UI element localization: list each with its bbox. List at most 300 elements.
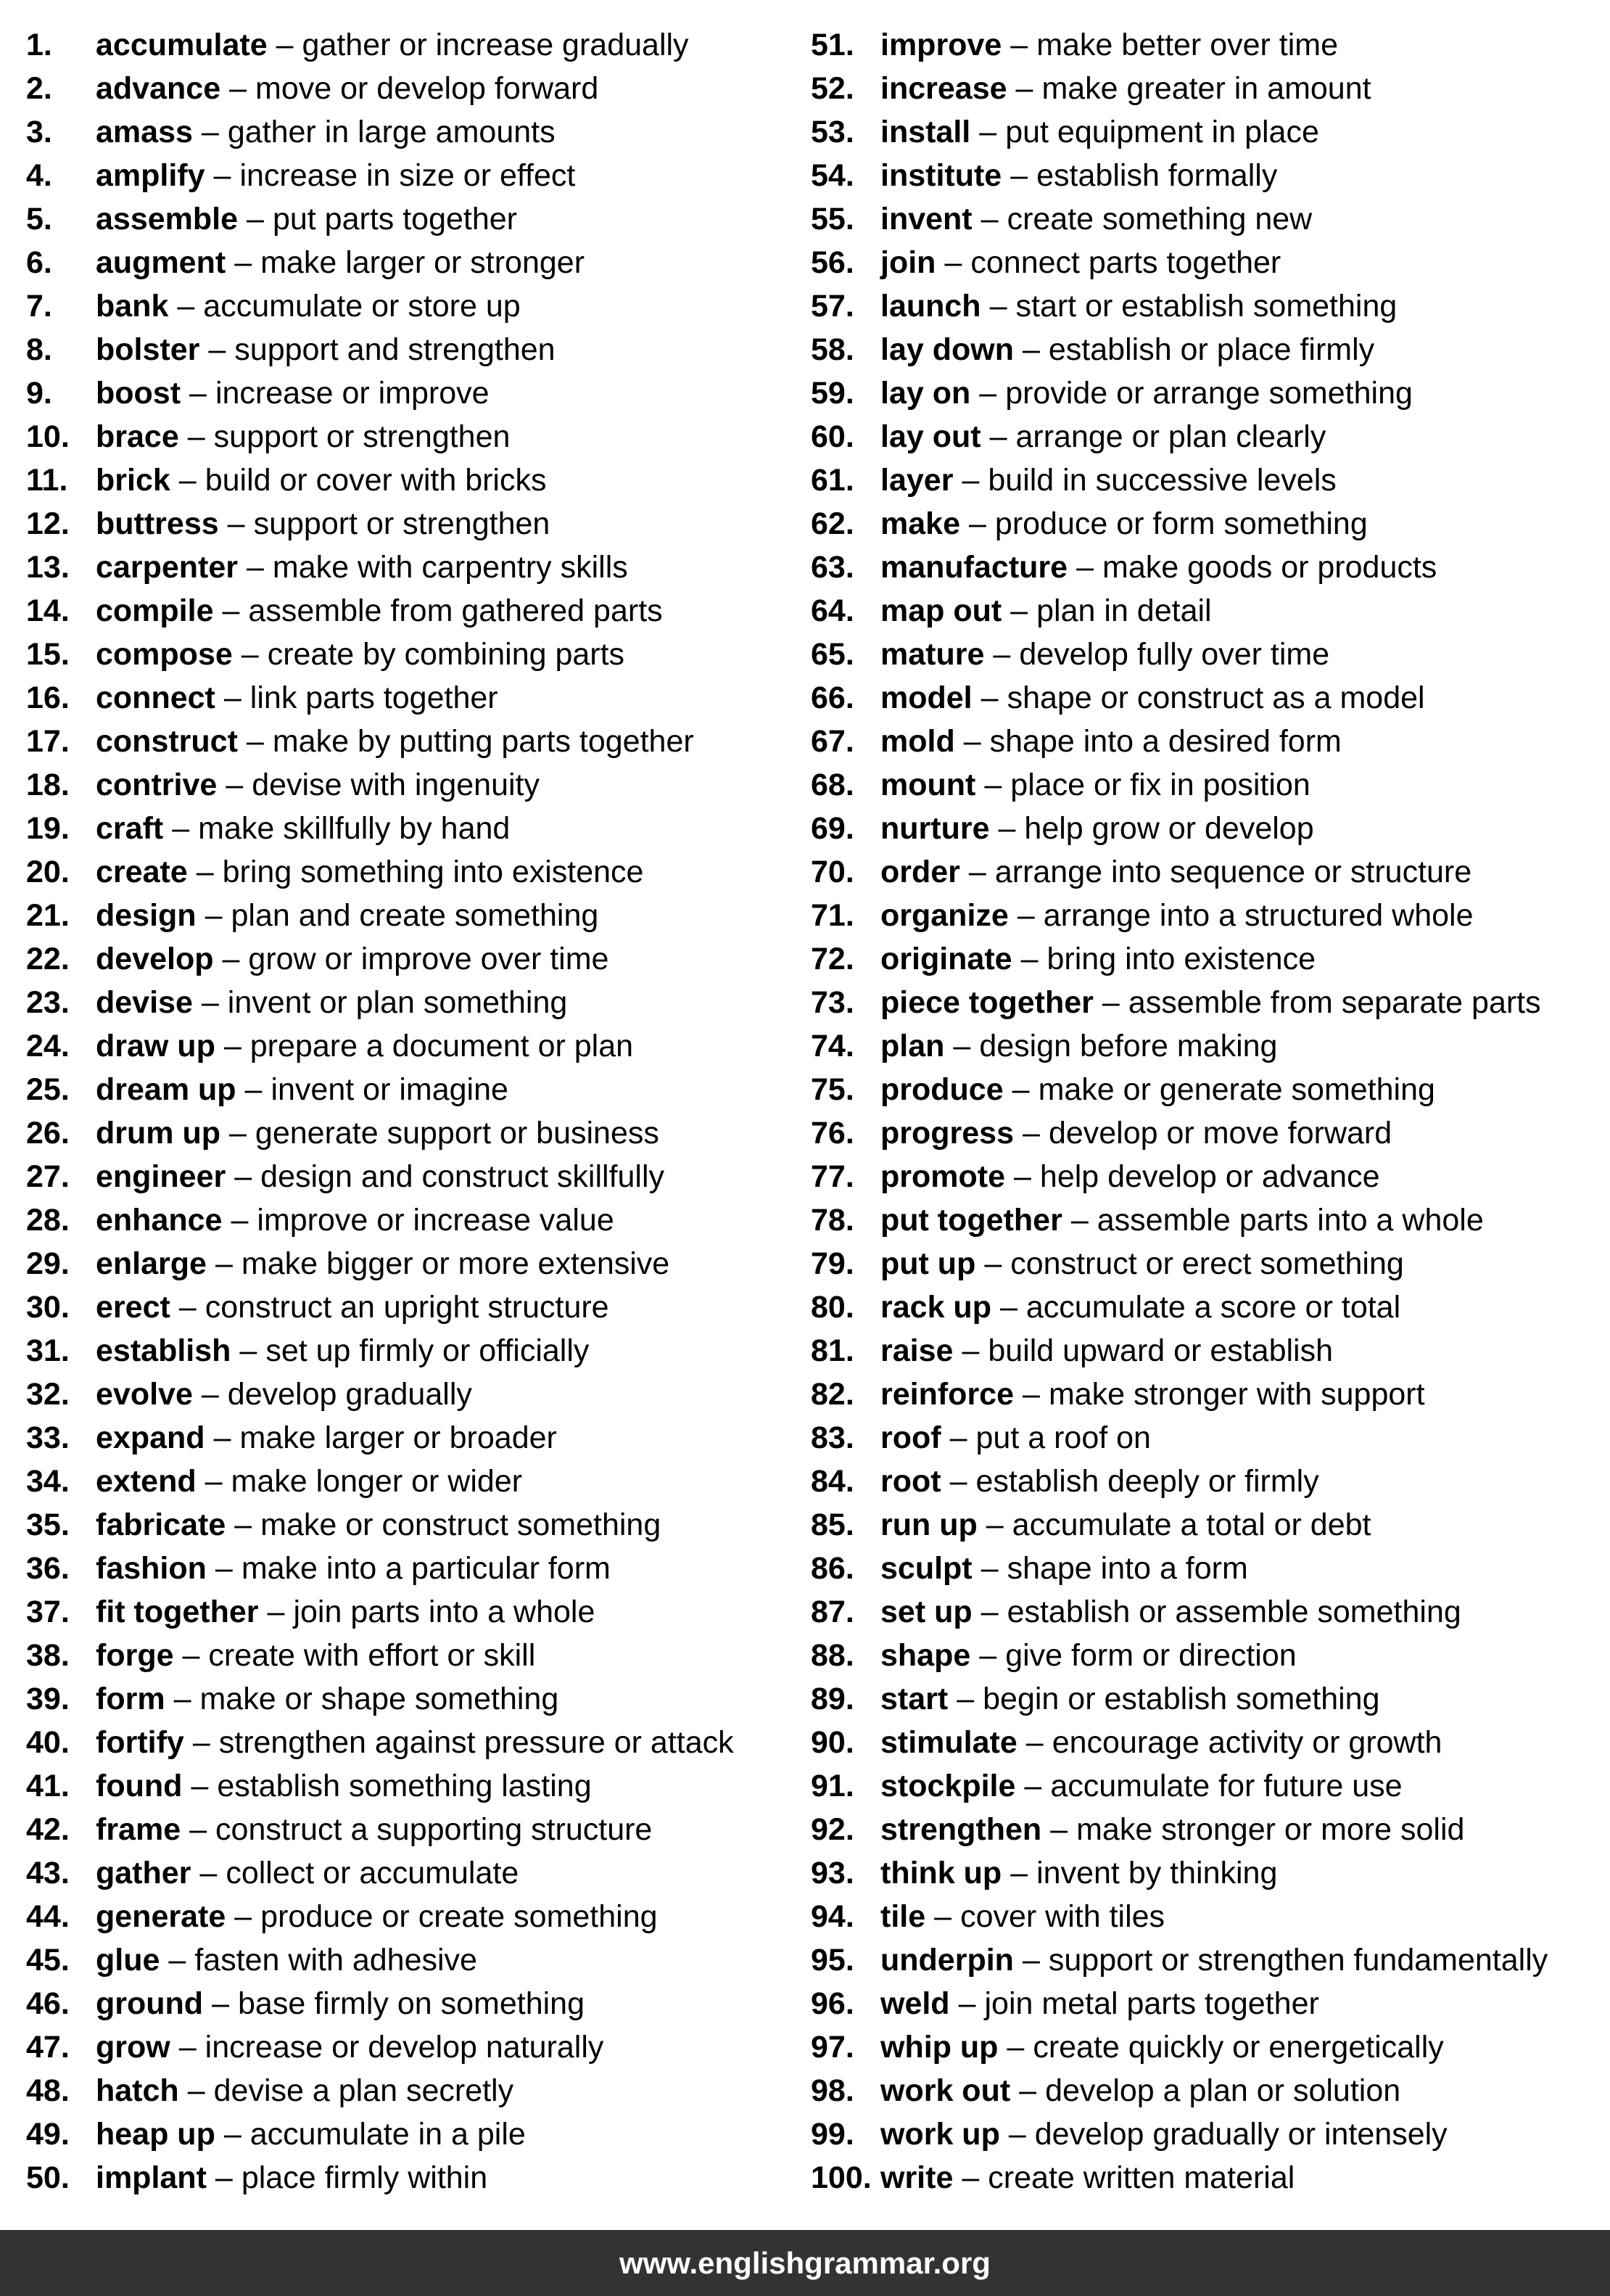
entry-term: write [880,2160,954,2195]
entry-term: roof [880,1420,941,1455]
word-entry [811,154,1594,197]
entry-separator: – [182,1638,200,1673]
entry-definition: develop or move forward [1048,1116,1392,1151]
word-entry [26,589,795,633]
entry-separator: – [229,71,247,106]
entry-term: sculpt [880,1551,973,1586]
entry-term: evolve [96,1377,193,1412]
entry-term: lay down [880,332,1014,367]
entry-separator: – [172,811,190,846]
entry-definition: make stronger with support [1048,1377,1425,1412]
word-entry [26,1895,795,1938]
entry-term: work out [880,2073,1011,2108]
entry-number: 8. [26,332,52,367]
entry-term: assemble [96,202,239,236]
entry-separator: – [1023,1116,1040,1151]
entry-number: 55. [811,202,854,236]
entry-separator: – [226,768,244,802]
entry-term: tile [880,1899,926,1934]
entry-term: start [880,1682,949,1716]
entry-definition: put parts together [272,202,518,236]
entry-separator: – [968,855,986,889]
word-entry [26,1851,795,1895]
entry-separator: – [1076,550,1094,585]
entry-separator: – [1007,2030,1025,2065]
entry-number: 53. [811,115,854,149]
entry-definition: place firmly within [241,2160,488,2195]
entry-definition: develop a plan or solution [1045,2073,1401,2108]
word-entry [811,1895,1594,1938]
word-entry [26,1373,795,1416]
entry-number: 61. [811,463,854,498]
entry-separator: – [231,1203,249,1238]
word-entry [811,1982,1594,2025]
word-entry [811,720,1594,763]
entry-term: augment [96,245,226,280]
entry-term: enhance [96,1203,223,1238]
entry-separator: – [192,1725,210,1760]
entry-term: gather [96,1856,191,1890]
entry-separator: – [1010,158,1028,193]
entry-number: 92. [811,1812,854,1847]
entry-term: fabricate [96,1507,226,1542]
entry-number: 90. [811,1725,854,1760]
word-entry [811,807,1594,850]
entry-separator: – [1102,985,1120,1020]
entry-term: reinforce [880,1377,1015,1412]
footer-bar [0,2230,1610,2296]
entry-number: 71. [811,898,854,933]
word-entry [811,1198,1594,1242]
word-entry [26,458,795,502]
word-entry [26,894,795,937]
entry-separator: – [201,115,219,149]
word-entry [26,67,795,110]
word-entry [26,415,795,458]
entry-number: 33. [26,1420,70,1455]
entry-separator: – [999,1290,1017,1325]
word-entry [26,1503,795,1547]
entry-number: 68. [811,768,854,802]
entry-definition: make stronger or more solid [1076,1812,1465,1847]
entry-definition: invent or imagine [271,1072,508,1107]
word-entry [811,850,1594,894]
entry-number: 99. [811,2117,854,2152]
entry-number: 23. [26,985,70,1020]
entry-definition: assemble from gathered parts [248,593,663,628]
entry-definition: strengthen against pressure or attack [218,1725,734,1760]
word-entry [811,1285,1594,1329]
entry-definition: set up firmly or officially [265,1333,590,1368]
entry-number: 21. [26,898,70,933]
entry-term: draw up [96,1029,215,1063]
entry-number: 20. [26,855,70,889]
entry-number: 91. [811,1769,854,1803]
entry-term: design [96,898,197,933]
entry-separator: – [241,637,259,672]
entry-separator: – [213,1420,231,1455]
word-entry [811,1024,1594,1068]
entry-definition: give form or direction [1005,1638,1297,1673]
entry-number: 86. [811,1551,854,1586]
entry-separator: – [234,1507,252,1542]
entry-definition: produce or form something [994,506,1368,541]
entry-term: fashion [96,1551,207,1586]
entry-number: 28. [26,1203,70,1238]
entry-separator: – [1008,2117,1026,2152]
entry-number: 46. [26,1986,70,2021]
word-entry [811,1329,1594,1373]
entry-number: 81. [811,1333,854,1368]
entry-number: 36. [26,1551,70,1586]
word-entry [26,1677,795,1721]
word-entry [811,502,1594,546]
entry-term: organize [880,898,1009,933]
word-entry [26,1460,795,1503]
entry-definition: generate support or business [255,1116,659,1151]
entry-term: launch [880,289,981,324]
entry-definition: develop fully over time [1019,637,1330,672]
entry-term: establish [96,1333,231,1368]
entry-definition: make longer or wider [231,1464,523,1499]
entry-definition: fasten with adhesive [194,1943,477,1978]
entry-definition: begin or establish something [983,1682,1380,1716]
entry-separator: – [212,1986,229,2021]
entry-number: 77. [811,1159,854,1194]
entry-separator: – [981,1551,999,1586]
word-entry [811,1155,1594,1198]
entry-term: manufacture [880,550,1068,585]
entry-term: generate [96,1899,226,1934]
entry-number: 13. [26,550,70,585]
entry-definition: arrange or plan clearly [1015,419,1326,454]
entry-separator: – [944,245,962,280]
entry-number: 67. [811,724,854,759]
entry-number: 24. [26,1029,70,1063]
word-entry [811,589,1594,633]
entry-separator: – [178,1290,197,1325]
entry-separator: – [1025,1725,1044,1760]
word-entry [811,241,1594,284]
word-entry [811,1416,1594,1460]
word-entry [811,1242,1594,1285]
entry-definition: accumulate in a pile [249,2117,526,2152]
entry-term: whip up [880,2030,999,2065]
entry-separator: – [246,724,264,759]
entry-definition: arrange into a structured whole [1043,898,1474,933]
entry-term: mature [880,637,985,672]
entry-term: install [880,115,971,149]
word-entry [26,1590,795,1634]
entry-separator: – [244,1072,263,1107]
entry-number: 54. [811,158,854,193]
entry-term: model [880,680,973,715]
word-entry [26,2069,795,2112]
entry-definition: increase or develop naturally [205,2030,604,2065]
entry-separator: – [187,2073,205,2108]
entry-term: found [96,1769,183,1803]
entry-term: amass [96,115,193,149]
word-entry [811,1503,1594,1547]
entry-separator: – [196,855,214,889]
entry-separator: – [1023,1377,1040,1412]
entry-number: 83. [811,1420,854,1455]
entry-number: 74. [811,1029,854,1063]
entry-definition: create quickly or energetically [1033,2030,1444,2065]
word-entry [26,1721,795,1764]
entry-definition: make bigger or more extensive [241,1246,670,1281]
entry-term: heap up [96,2117,215,2152]
entry-definition: move or develop forward [255,71,599,106]
footer-url[interactable]: www.englishgrammar.org [619,2245,991,2280]
word-entry [811,1634,1594,1677]
word-entry [26,1242,795,1285]
entry-number: 49. [26,2117,70,2152]
entry-number: 76. [811,1116,854,1151]
entry-separator: – [993,637,1011,672]
entry-number: 66. [811,680,854,715]
entry-definition: make skillfully by hand [198,811,511,846]
entry-term: enlarge [96,1246,207,1281]
entry-separator: – [989,419,1007,454]
word-entry [26,763,795,807]
entry-number: 52. [811,71,854,106]
entry-separator: – [1010,1856,1028,1890]
entry-number: 2. [26,71,52,106]
entry-definition: build or cover with bricks [205,463,547,498]
entry-number: 87. [811,1595,854,1629]
entry-term: bank [96,289,169,324]
entry-number: 70. [811,855,854,889]
entry-term: accumulate [96,28,268,62]
entry-definition: establish or assemble something [1007,1595,1461,1629]
entry-number: 15. [26,637,70,672]
entry-term: set up [880,1595,973,1629]
word-entry [811,2112,1594,2156]
entry-separator: – [962,1333,980,1368]
word-entry [811,763,1594,807]
entry-number: 44. [26,1899,70,1934]
entry-term: make [880,506,960,541]
entry-separator: – [949,1464,967,1499]
entry-definition: establish or place firmly [1048,332,1375,367]
word-entry [26,2025,795,2069]
entry-term: root [880,1464,941,1499]
word-entry [811,937,1594,981]
entry-term: connect [96,680,215,715]
entry-term: expand [96,1420,205,1455]
word-entry [26,1285,795,1329]
word-entry [26,1547,795,1590]
word-entry [26,197,795,241]
entry-separator: – [958,1986,976,2021]
entry-term: engineer [96,1159,226,1194]
entry-separator: – [223,2117,242,2152]
entry-term: devise [96,985,193,1020]
entry-term: grow [96,2030,170,2065]
word-entry [26,154,795,197]
word-entry [811,197,1594,241]
entry-separator: – [178,463,197,498]
word-entry [26,981,795,1024]
word-entry [26,1808,795,1851]
entry-separator: – [963,724,981,759]
entry-separator: – [246,550,264,585]
entry-definition: accumulate a score or total [1025,1290,1401,1325]
entry-term: construct [96,724,238,759]
entry-number: 14. [26,593,70,628]
word-entry [26,23,795,67]
entry-separator: – [1022,1943,1040,1978]
entry-definition: construct a supporting structure [215,1812,653,1847]
entry-term: brace [96,419,179,454]
entry-separator: – [215,1246,233,1281]
entry-definition: provide or arrange something [1005,376,1413,411]
word-entry [26,1068,795,1111]
right-word-column [811,23,1594,2200]
entry-separator: – [177,289,195,324]
entry-definition: create by combining parts [267,637,625,672]
entry-term: stimulate [880,1725,1017,1760]
entry-separator: – [267,1595,285,1629]
entry-number: 39. [26,1682,70,1716]
entry-separator: – [234,1159,252,1194]
entry-term: dream up [96,1072,236,1107]
entry-separator: – [199,1856,218,1890]
word-entry [811,1938,1594,1982]
entry-definition: gather or increase gradually [302,28,689,62]
entry-definition: cover with tiles [960,1899,1165,1934]
entry-definition: make or shape something [199,1682,559,1716]
entry-number: 29. [26,1246,70,1281]
entry-definition: establish something lasting [217,1769,592,1803]
word-entry [811,2069,1594,2112]
word-entry [811,1764,1594,1808]
entry-number: 60. [811,419,854,454]
entry-separator: – [981,1595,999,1629]
word-entry [26,1198,795,1242]
entry-definition: assemble parts into a whole [1097,1203,1484,1238]
entry-number: 58. [811,332,854,367]
entry-number: 98. [811,2073,854,2108]
entry-definition: support or strengthen [253,506,550,541]
entry-separator: – [1010,593,1028,628]
entry-term: plan [880,1029,945,1063]
entry-separator: – [189,1812,207,1847]
entry-number: 43. [26,1856,70,1890]
entry-number: 51. [811,28,854,62]
entry-definition: establish deeply or firmly [975,1464,1319,1499]
word-entry [811,1460,1594,1503]
entry-separator: – [222,593,240,628]
entry-definition: make larger or stronger [260,245,585,280]
entry-number: 63. [811,550,854,585]
entry-term: develop [96,942,214,976]
entry-definition: arrange into sequence or structure [994,855,1472,889]
entry-term: institute [880,158,1002,193]
entry-number: 73. [811,985,854,1020]
entry-separator: – [223,1029,242,1063]
entry-definition: help grow or develop [1024,811,1314,846]
entry-definition: put a roof on [975,1420,1151,1455]
entry-definition: gather in large amounts [227,115,556,149]
entry-definition: put equipment in place [1005,115,1319,149]
entry-definition: produce or create something [260,1899,658,1934]
entry-term: strengthen [880,1812,1042,1847]
entry-number: 64. [811,593,854,628]
entry-definition: support or strengthen [213,419,511,454]
entry-term: buttress [96,506,219,541]
entry-number: 10. [26,419,70,454]
word-entry [811,676,1594,720]
entry-separator: – [1070,1203,1089,1238]
word-entry [811,67,1594,110]
entry-separator: – [979,1638,997,1673]
entry-definition: connect parts together [970,245,1281,280]
entry-definition: create written material [988,2160,1295,2195]
word-entry [811,1677,1594,1721]
entry-number: 32. [26,1377,70,1412]
word-entry [811,458,1594,502]
entry-definition: shape or construct as a model [1007,680,1425,715]
entry-term: nurture [880,811,990,846]
entry-definition: develop gradually or intensely [1034,2117,1448,2152]
entry-number: 19. [26,811,70,846]
entry-definition: help develop or advance [1039,1159,1380,1194]
word-entry [26,633,795,676]
word-entry [811,1068,1594,1111]
entry-term: promote [880,1159,1005,1194]
entry-term: work up [880,2117,1000,2152]
word-entry [26,937,795,981]
entry-definition: base firmly on something [238,1986,585,2021]
entry-number: 42. [26,1812,70,1847]
entry-separator: – [239,1333,257,1368]
word-entry [811,1547,1594,1590]
entry-term: forge [96,1638,174,1673]
entry-definition: create something new [1007,202,1313,236]
word-entry [26,850,795,894]
entry-definition: collect or accumulate [226,1856,519,1890]
entry-number: 37. [26,1595,70,1629]
entry-number: 96. [811,1986,854,2021]
entry-definition: link parts together [249,680,498,715]
entry-number: 75. [811,1072,854,1107]
entry-term: boost [96,376,181,411]
entry-definition: construct an upright structure [205,1290,609,1325]
word-entry [26,241,795,284]
word-entry [811,1373,1594,1416]
entry-separator: – [201,985,219,1020]
entry-separator: – [979,376,997,411]
entry-separator: – [213,158,231,193]
entry-term: bolster [96,332,200,367]
entry-separator: – [979,115,997,149]
entry-number: 5. [26,202,52,236]
entry-definition: develop gradually [227,1377,472,1412]
entry-number: 25. [26,1072,70,1107]
word-entry [811,328,1594,371]
word-entry [811,284,1594,328]
word-entry [26,328,795,371]
entry-separator: – [962,463,980,498]
entry-term: amplify [96,158,205,193]
entry-separator: – [173,1682,191,1716]
entry-number: 80. [811,1290,854,1325]
entry-definition: construct or erect something [1010,1246,1404,1281]
entry-separator: – [1012,1072,1030,1107]
entry-separator: – [1014,1159,1031,1194]
